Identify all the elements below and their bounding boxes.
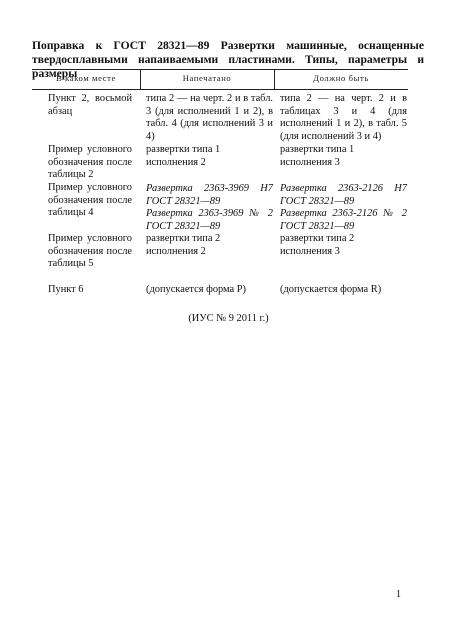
row-1-should-be: типа 2 — на черт. 2 и в таблицах 3 и 4 (для исполнений 1 и 2), в табл. 5 (для исполнений 3 и 4) (280, 93, 407, 143)
row-4-place: Пример условного обозначения после таблицы 5 (48, 233, 132, 270)
header-place: В каком месте (56, 73, 116, 83)
row-3-should-be-line-1: Развертка 2363-2126 Н7 ГОСТ 28321—89 (280, 183, 407, 207)
row-3-printed-line-3: развертки типа 2 исполнения 2 (146, 233, 221, 257)
row-3-printed-line-1: Развертка 2363-3969 Н7 ГОСТ 28321—89 (146, 183, 273, 207)
header-should-be: Должно быть (313, 73, 369, 83)
table-header-rule (32, 89, 408, 90)
table-top-rule (32, 69, 408, 70)
source-reference: (ИУС № 9 2011 г.) (188, 313, 269, 324)
row-3-place: Пример условного обозначения после таблицы 4 (48, 182, 132, 219)
row-5-place: Пункт 6 (48, 284, 84, 295)
document-title: Поправка к ГОСТ 28321—89 Развертки машинные, оснащенные твердосплавными напаиваемыми пластинами. Типы, параметры и размеры (32, 39, 424, 80)
row-1-place: Пункт 2, восьмой абзац (48, 93, 132, 117)
row-5-should-be: (допускается форма R) (280, 284, 382, 295)
row-2-place: Пример условного обозначения после таблицы 2 (48, 144, 132, 181)
page-number: 1 (396, 589, 401, 600)
row-3-should-be-line-3: развертки типа 2 исполнения 3 (280, 233, 355, 257)
row-3-should-be-line-2: Развертка 2363-2126 № 2 ГОСТ 28321—89 (280, 208, 407, 232)
header-printed: Напечатано (182, 73, 232, 83)
row-1-printed: типа 2 — на черт. 2 и в табл. 3 (для исполнений 1 и 2), в табл. 4 (для исполнений 3 и 4) (146, 93, 273, 143)
row-3-printed-line-2: Развертка 2363-3969 № 2 ГОСТ 28321—89 (146, 208, 273, 232)
row-5-printed: (допускается форма Р) (146, 284, 246, 295)
row-2-printed: развертки типа 1 исполнения 2 (146, 144, 221, 168)
row-2-should-be: развертки типа 1 исполнения 3 (280, 144, 355, 168)
